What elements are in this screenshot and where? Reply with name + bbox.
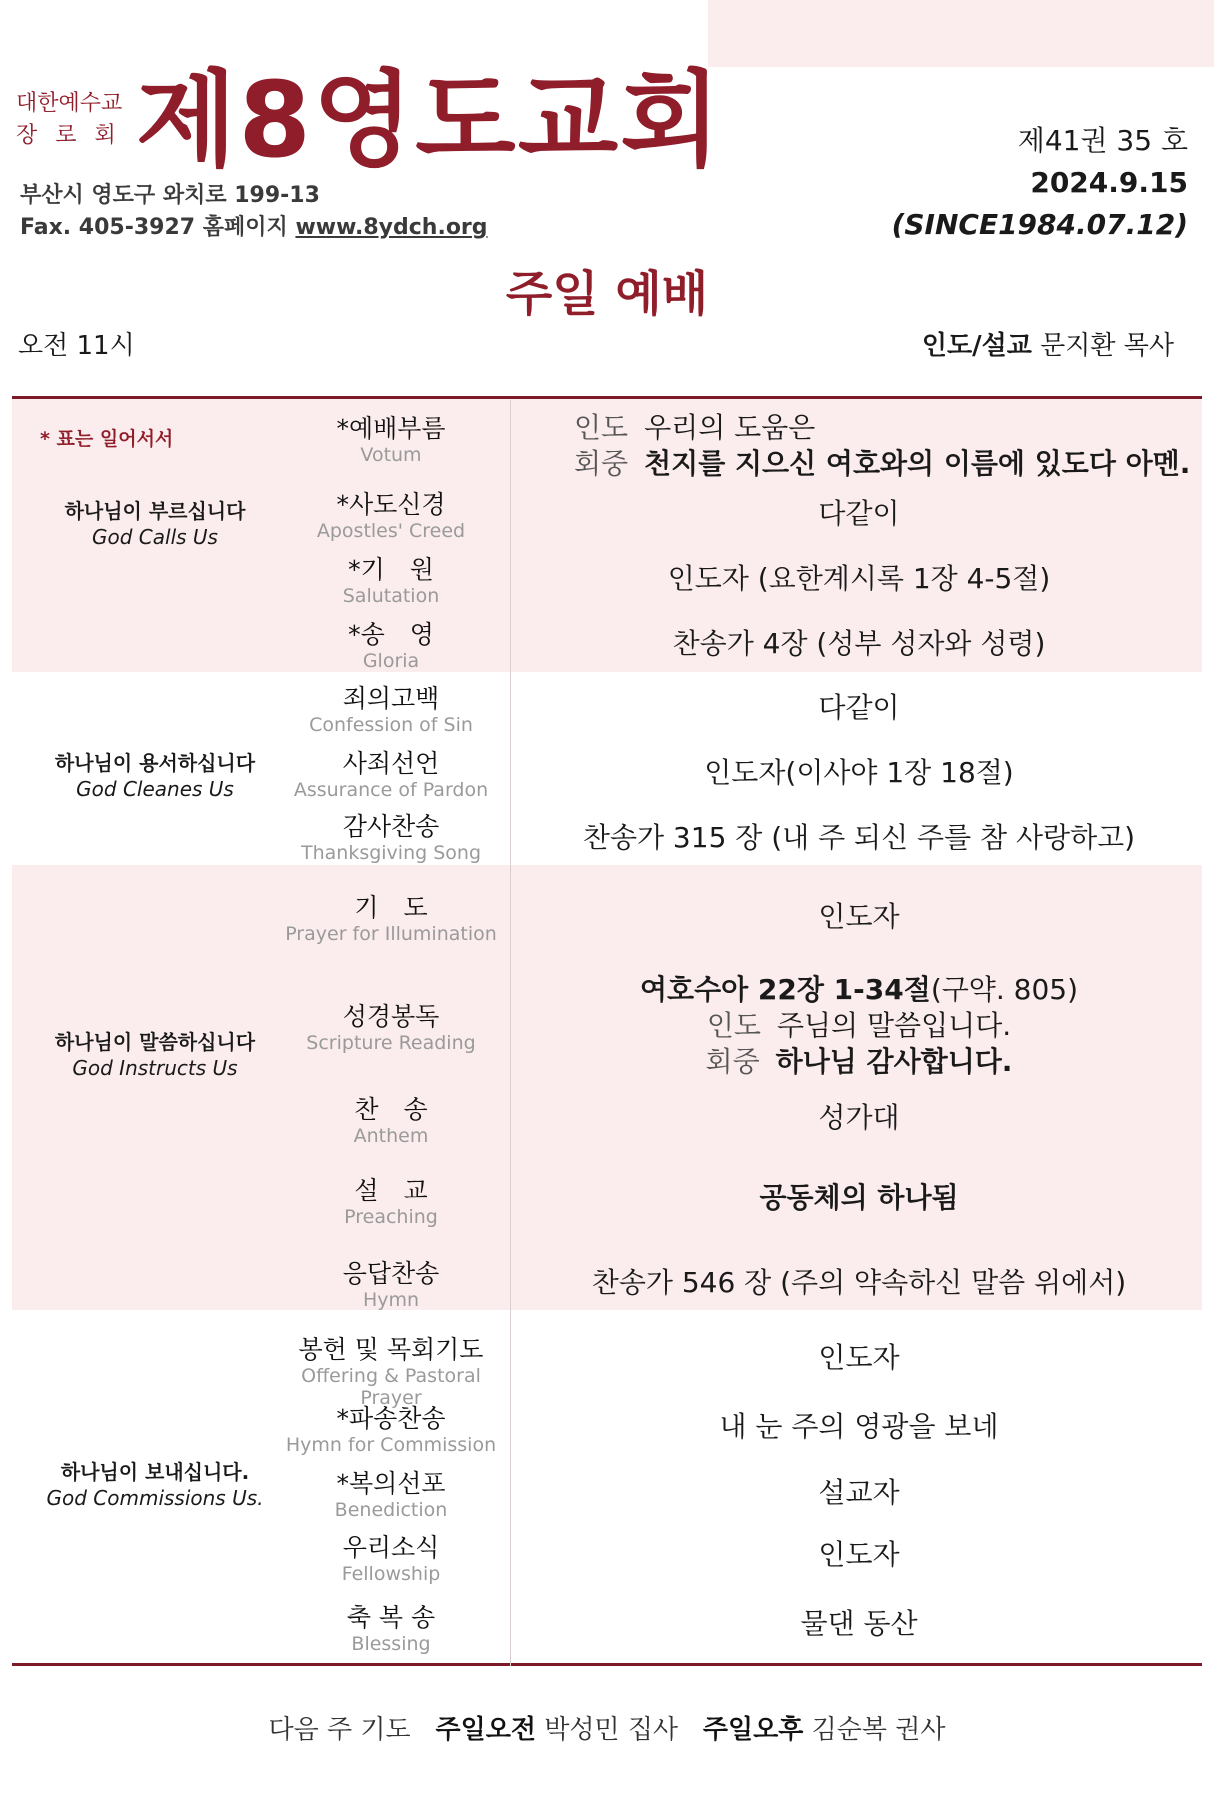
item-subtitle: Benediction: [334, 1499, 448, 1521]
item-title: 감사찬송: [342, 812, 440, 841]
item-creed: [278, 490, 504, 542]
content-scripture-leader: [516, 1008, 1202, 1044]
scripture-congregation-text: 하나님 감사합니다.: [775, 1045, 1013, 1078]
section-subtitle: God Instructs Us: [72, 1056, 238, 1080]
scripture-reference: 여호수아 22장 1-34절: [639, 973, 931, 1006]
item-anthem: [278, 1095, 504, 1147]
issue-date: 2024.9.15: [1030, 166, 1188, 199]
item-subtitle: Salutation: [342, 585, 440, 607]
item-subtitle: Votum: [360, 444, 422, 466]
scripture-leader-label: 인도: [706, 1009, 761, 1042]
item-blessing: [278, 1603, 504, 1655]
item-title: 찬 송: [354, 1095, 428, 1124]
item-subtitle: Blessing: [351, 1633, 431, 1655]
item-title: 설 교: [354, 1176, 428, 1205]
denomination-line2: 장로회: [16, 123, 134, 148]
next-week-label: 다음 주 기도: [268, 1715, 411, 1745]
content-prayer: 인도자: [818, 900, 900, 933]
votum-leader-line: [574, 410, 815, 446]
item-scripture: [278, 1002, 504, 1054]
item-fellowship: [278, 1533, 504, 1585]
item-confession: [278, 684, 504, 736]
content-thanksgiving: 찬송가 315 장 (내 주 되신 주를 참 사랑하고): [582, 821, 1136, 854]
item-subtitle: Hymn: [362, 1289, 420, 1311]
item-benediction: [278, 1469, 504, 1521]
volume-number: 제41권 35 호: [1017, 124, 1188, 157]
afternoon-label: 주일오후: [702, 1715, 804, 1745]
section-label-commission: [40, 1459, 270, 1511]
item-hymn: [278, 1259, 504, 1311]
item-thanksgiving: [278, 812, 504, 864]
item-title: *기 원: [348, 555, 434, 584]
afternoon-name: 김순복 권사: [811, 1715, 946, 1745]
item-title: 봉헌 및 목회기도: [298, 1335, 484, 1364]
item-title: *예배부름: [336, 414, 446, 443]
fax-number: Fax. 405-3927: [20, 215, 196, 240]
contact-line: [20, 212, 488, 244]
denomination: [16, 88, 134, 152]
corner-accent: [708, 0, 1214, 67]
item-subtitle: Preaching: [344, 1206, 438, 1228]
content-scripture-reference: [516, 972, 1202, 1008]
item-title: 우리소식: [342, 1533, 440, 1562]
section-subtitle: God Commissions Us.: [46, 1486, 264, 1510]
scripture-leader-text: 주님의 말씀입니다.: [776, 1009, 1012, 1042]
founding-date: (SINCE1984.07.12): [891, 208, 1188, 241]
item-subtitle: Confession of Sin: [309, 714, 473, 736]
item-title: 죄의고백: [342, 684, 440, 713]
section-label-cleanse: [40, 750, 270, 802]
item-subtitle: Gloria: [362, 650, 420, 672]
item-subtitle: Apostles' Creed: [316, 520, 466, 542]
item-offering: [278, 1335, 504, 1409]
content-creed: 다같이: [818, 497, 900, 530]
morning-name: 박성민 집사: [544, 1715, 679, 1745]
item-title: *송 영: [348, 620, 434, 649]
votum-congregation-text: 천지를 지으신 여호와의 이름에 있도다 아멘.: [644, 447, 1191, 480]
section-label-call: [40, 498, 270, 550]
item-subtitle: Thanksgiving Song: [300, 842, 482, 864]
morning-label: 주일오전: [435, 1715, 536, 1745]
content-anthem: 성가대: [818, 1101, 900, 1134]
item-title: *사도신경: [336, 490, 446, 519]
item-title: *파송찬송: [336, 1404, 446, 1433]
content-confession: 다같이: [818, 691, 900, 724]
item-title: *복의선포: [336, 1469, 446, 1498]
section-subtitle: God Calls Us: [92, 525, 218, 549]
content-commission-hymn: 내 눈 주의 영광을 보네: [719, 1410, 999, 1443]
item-title: 응답찬송: [342, 1259, 440, 1288]
homepage-label: 홈페이지: [202, 215, 288, 240]
content-benediction: 설교자: [818, 1476, 900, 1509]
item-subtitle: Offering & Pastoral Prayer: [301, 1365, 481, 1409]
item-salutation: [278, 555, 504, 607]
section-title: 하나님이 말씀하십니다: [54, 1030, 256, 1054]
votum-leader-label: 인도: [574, 411, 629, 444]
votum-leader-text: 우리의 도움은: [644, 411, 816, 444]
content-sermon-title: 공동체의 하나됨: [759, 1181, 959, 1214]
leader-label: 인도/설교: [921, 331, 1032, 361]
scripture-page: (구약. 805): [930, 973, 1079, 1006]
content-pardon: 인도자(이사야 1장 18절): [704, 756, 1014, 789]
leader-name: 문지환 목사: [1040, 331, 1174, 361]
church-address-block: [20, 180, 488, 244]
content-offering: 인도자: [818, 1341, 900, 1374]
votum-congregation-label: 회중: [574, 447, 629, 480]
section-title: 하나님이 용서하십니다: [54, 751, 256, 775]
content-salutation: 인도자 (요한계시록 1장 4-5절): [667, 562, 1051, 595]
item-preaching: [278, 1176, 504, 1228]
section-label-instruct: [40, 1029, 270, 1081]
item-title: 성경봉독: [342, 1002, 440, 1031]
service-title: 주일 예배: [505, 266, 709, 322]
scripture-congregation-label: 회중: [705, 1045, 760, 1078]
issue-info: [892, 120, 1188, 246]
column-divider: [510, 400, 511, 1666]
item-gloria: [278, 620, 504, 672]
item-subtitle: Assurance of Pardon: [293, 779, 489, 801]
next-week-prayer: [0, 1712, 1214, 1748]
item-subtitle: Hymn for Commission: [285, 1434, 497, 1456]
content-hymn: 찬송가 546 장 (주의 약속하신 말씀 위에서): [591, 1266, 1127, 1299]
votum-congregation-line: [574, 446, 1190, 482]
content-scripture-congregation: [516, 1044, 1202, 1080]
service-leader: [922, 328, 1174, 364]
denomination-line1: 대한예수교: [16, 91, 123, 116]
item-title: 축 복 송: [346, 1603, 436, 1632]
item-subtitle: Scripture Reading: [306, 1032, 476, 1054]
content-gloria: 찬송가 4장 (성부 성자와 성령): [672, 627, 1046, 660]
church-name: 제8영도교회: [136, 59, 723, 181]
standing-note: * 표는 일어서서: [40, 428, 174, 450]
section-title: 하나님이 부르십니다: [64, 499, 246, 523]
item-commission-hymn: [278, 1404, 504, 1456]
content-blessing: 물댄 동산: [800, 1607, 918, 1640]
content-fellowship: 인도자: [818, 1538, 900, 1571]
item-prayer: [278, 893, 504, 945]
item-title: 기 도: [354, 893, 428, 922]
bottom-rule: [12, 1663, 1202, 1666]
item-subtitle: Anthem: [353, 1125, 429, 1147]
service-time: 오전 11시: [18, 331, 135, 361]
homepage-link[interactable]: www.8ydch.org: [295, 215, 488, 240]
item-subtitle: Fellowship: [341, 1563, 441, 1585]
item-pardon: [278, 749, 504, 801]
section-subtitle: God Cleanes Us: [76, 777, 234, 801]
section-title: 하나님이 보내십니다.: [60, 1460, 250, 1484]
item-votum: [278, 414, 504, 466]
item-subtitle: Prayer for Illumination: [285, 923, 497, 945]
item-title: 사죄선언: [342, 749, 440, 778]
church-address: 부산시 영도구 와치로 199-13: [20, 183, 320, 208]
